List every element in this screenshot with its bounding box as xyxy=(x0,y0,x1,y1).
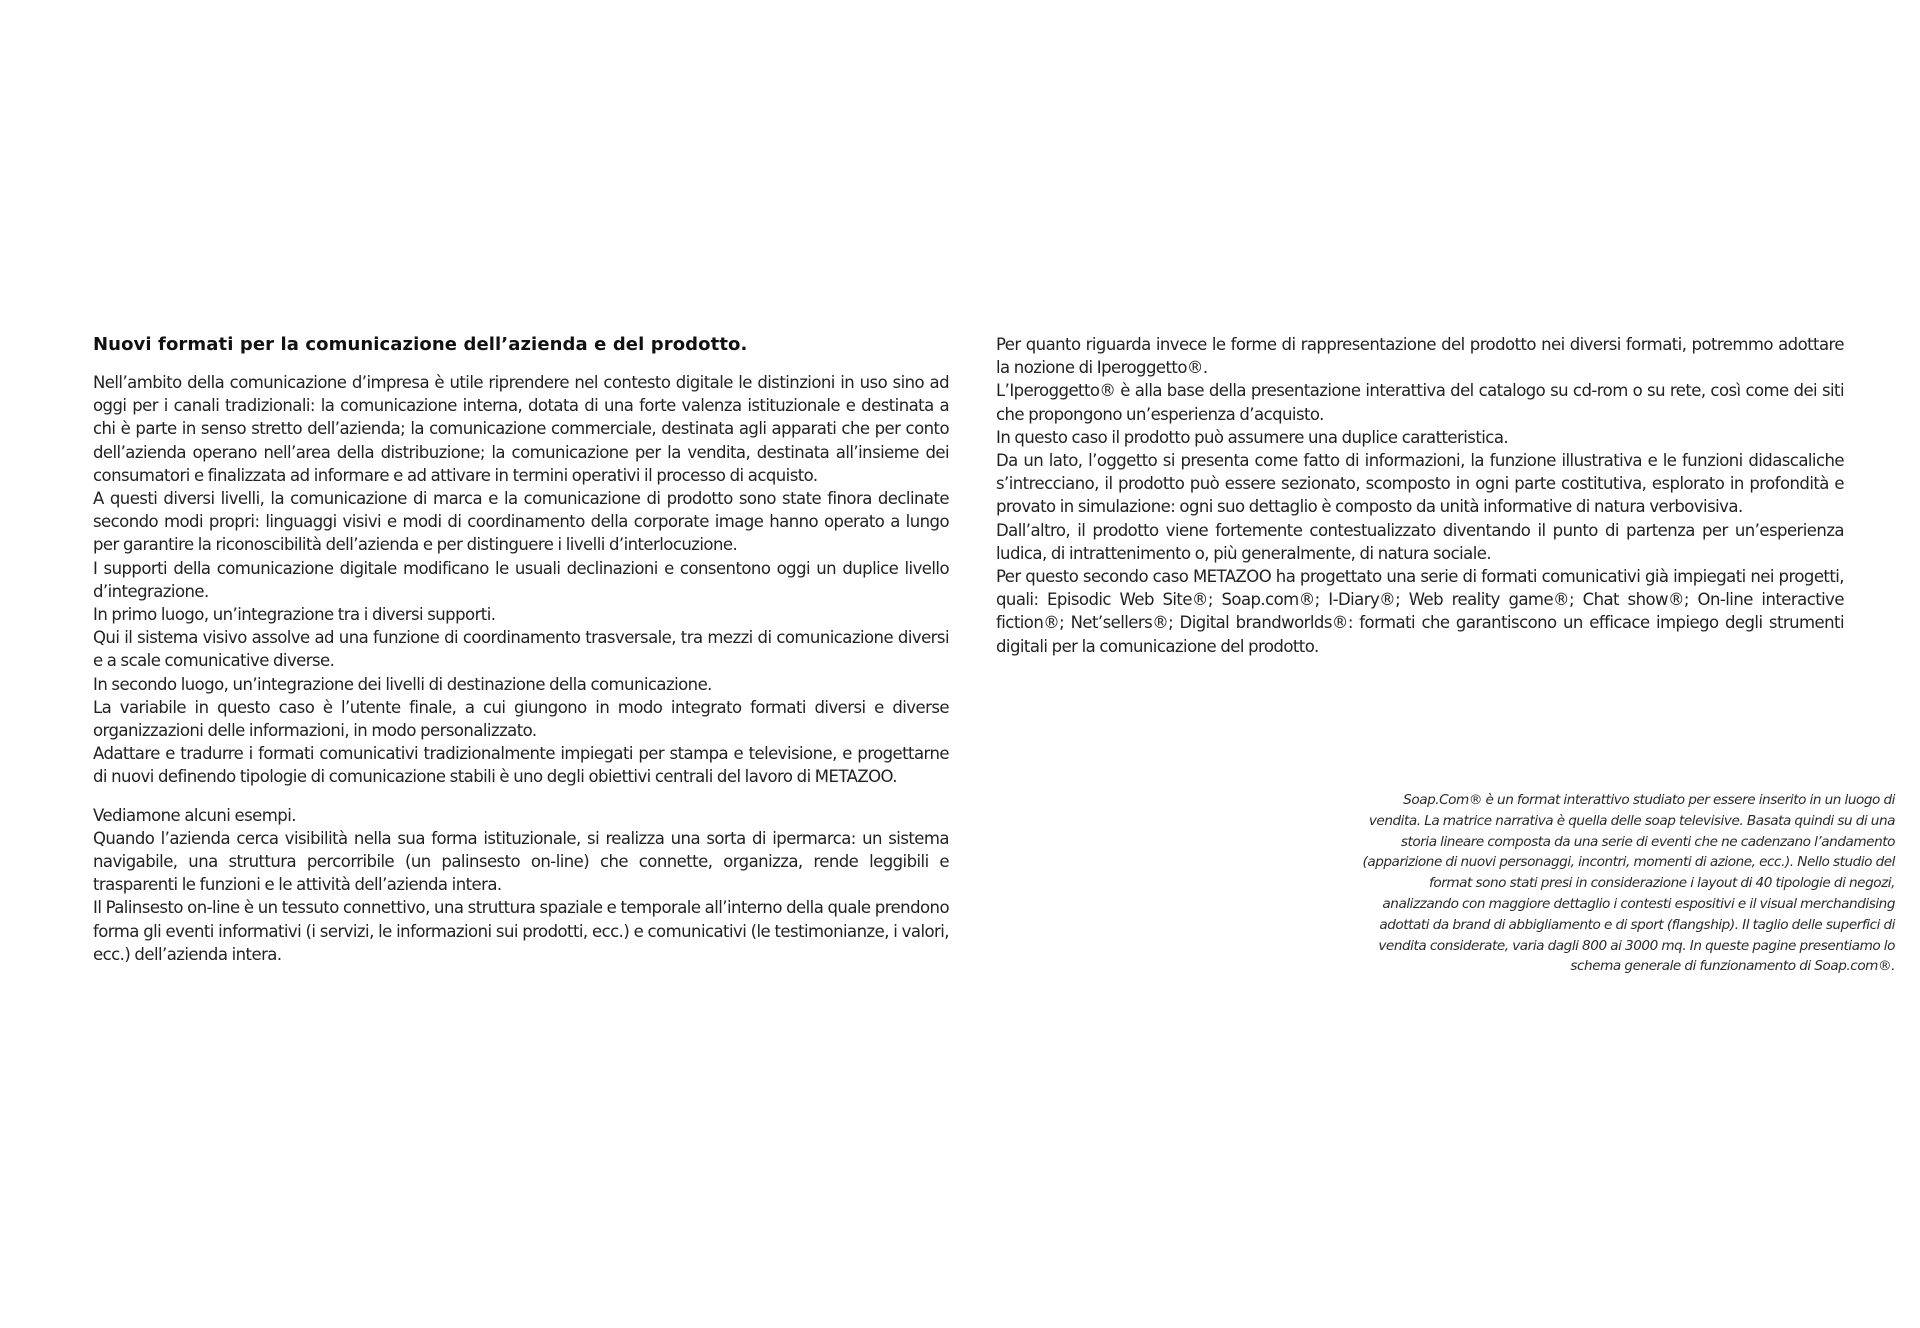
paragraph: Per quanto riguarda invece le forme di rappresentazione del prodotto nei diversi formati, potremmo adottare la nozione di Iperoggetto®. xyxy=(996,335,1844,378)
paragraph: Adattare e tradurre i formati comunicativi tradizionalmente impiegati per stampa e televisione, e progettarne di nuovi definendo tipologie di comunicazione stabili è uno degli obiettivi centrali del lavoro di METAZOO. xyxy=(93,744,949,787)
paragraph: In primo luogo, un’integrazione tra i diversi supporti. xyxy=(93,605,496,625)
paragraph: Qui il sistema visivo assolve ad una funzione di coordinamento trasversale, tra mezzi di comunicazione diversi e a scale comunicative diverse. xyxy=(93,628,949,671)
paragraph: Quando l’azienda cerca visibilità nella sua forma istituzionale, si realizza una sorta di ipermarca: un sistema navigabile, una struttura percorribile (un palinsesto on-line) che connette, organizza, rende leggibili e trasparenti le funzioni e le attività dell’azienda intera. xyxy=(93,828,949,895)
right-column xyxy=(996,333,1844,658)
paragraph: Dall’altro, il prodotto viene fortemente contestualizzato diventando il punto di partenza per un’esperienza ludica, di intrattenimento o, più generalmente, di natura sociale. xyxy=(996,520,1844,563)
paragraph: In secondo luogo, un’integrazione dei livelli di destinazione della comunicazione. xyxy=(93,674,712,694)
left-column xyxy=(93,330,949,966)
paragraph: Per questo secondo caso METAZOO ha progettato una serie di formati comunicativi già impiegati nei progetti, quali: Episodic Web Site®; Soap.com®; I-Diary®; Web reality game®; Chat show®; On-line interactive fiction®; Net’sellers®; Digital brandworlds®: formati che garantiscono un efficace impiego degli strumenti digitali per la comunicazione del prodotto. xyxy=(996,567,1844,656)
paragraph: A questi diversi livelli, la comunicazione di marca e la comunicazione di prodotto sono state finora declinate secondo modi propri: linguaggi visivi e modi di coordinamento della corporate image hanno operato a lungo per garantire la riconoscibilità dell’azienda e per distinguere i livelli d’interlocuzione. xyxy=(93,489,949,555)
paragraph: In questo caso il prodotto può assumere una duplice caratteristica. xyxy=(996,427,1509,447)
paragraph: L’Iperoggetto® è alla base della presentazione interattiva del catalogo su cd-rom o su rete, così come dei siti che propongono un’esperienza d’acquisto. xyxy=(996,381,1844,424)
section-heading: Nuovi formati per la comunicazione dell’azienda e del prodotto. xyxy=(93,334,748,355)
paragraph: Nell’ambito della comunicazione d’impresa è utile riprendere nel contesto digitale le distinzioni in uso sino ad oggi per i canali tradizionali: la comunicazione interna, dotata di una forte valenza istituzionale e destinata a chi è parte in senso stretto dell’azienda; la comunicazione commerciale, destinata agli apparati che per conto dell’azienda operano nell’area della distribuzione; la comunicazione per la vendita, destinata all’insieme dei consumatori e finalizzata ad informare e ad attivare in termini operativi il processo di acquisto. xyxy=(93,373,949,485)
paragraph: I supporti della comunicazione digitale modificano le usuali declinazioni e consentono oggi un duplice livello d’integrazione. xyxy=(93,558,949,601)
paragraph: La variabile in questo caso è l’utente finale, a cui giungono in modo integrato formati diversi e diverse organizzazioni delle informazioni, in modo personalizzato. xyxy=(93,697,949,741)
paragraph-spacer xyxy=(93,789,949,804)
paragraph: Il Palinsesto on-line è un tessuto connettivo, una struttura spaziale e temporale all’interno della quale prendono forma gli eventi informativi (i servizi, le informazioni sui prodotti, ecc.) e comunicativi (le testimonianze, i valori, ecc.) dell’azienda intera. xyxy=(93,898,949,964)
image-caption: Soap.Com® è un format interattivo studiato per essere inserito in un luogo di vendita. La matrice narrativa è quella delle soap televisive. Basata quindi su di una storia lineare composta da una serie di eventi che ne cadenzano l’andamento (apparizione di nuovi personaggi, incontri, momenti di azione, ecc.). Nello studio del format sono stati presi in considerazione i layout di 40 tipologie di negozi, analizzando con maggiore dettaglio i contesti espositivi e il visual merchandising adottati da brand di abbigliamento e di sport (flangship). Il taglio delle superfici di vendita considerate, varia dagli 800 ai 3000 mq. In queste pagine presentiamo lo schema generale di funzionamento di Soap.com®. xyxy=(1362,792,1895,975)
paragraph: Da un lato, l’oggetto si presenta come fatto di informazioni, la funzione illustrativa e le funzioni didascaliche s’intrecciano, il prodotto può essere sezionato, scomposto in ogni parte costitutiva, esplorato in profondità e provato in simulazione: ogni suo dettaglio è composto da unità informative di natura verbovisiva. xyxy=(996,451,1844,517)
paragraph: Vediamone alcuni esempi. xyxy=(93,805,296,825)
